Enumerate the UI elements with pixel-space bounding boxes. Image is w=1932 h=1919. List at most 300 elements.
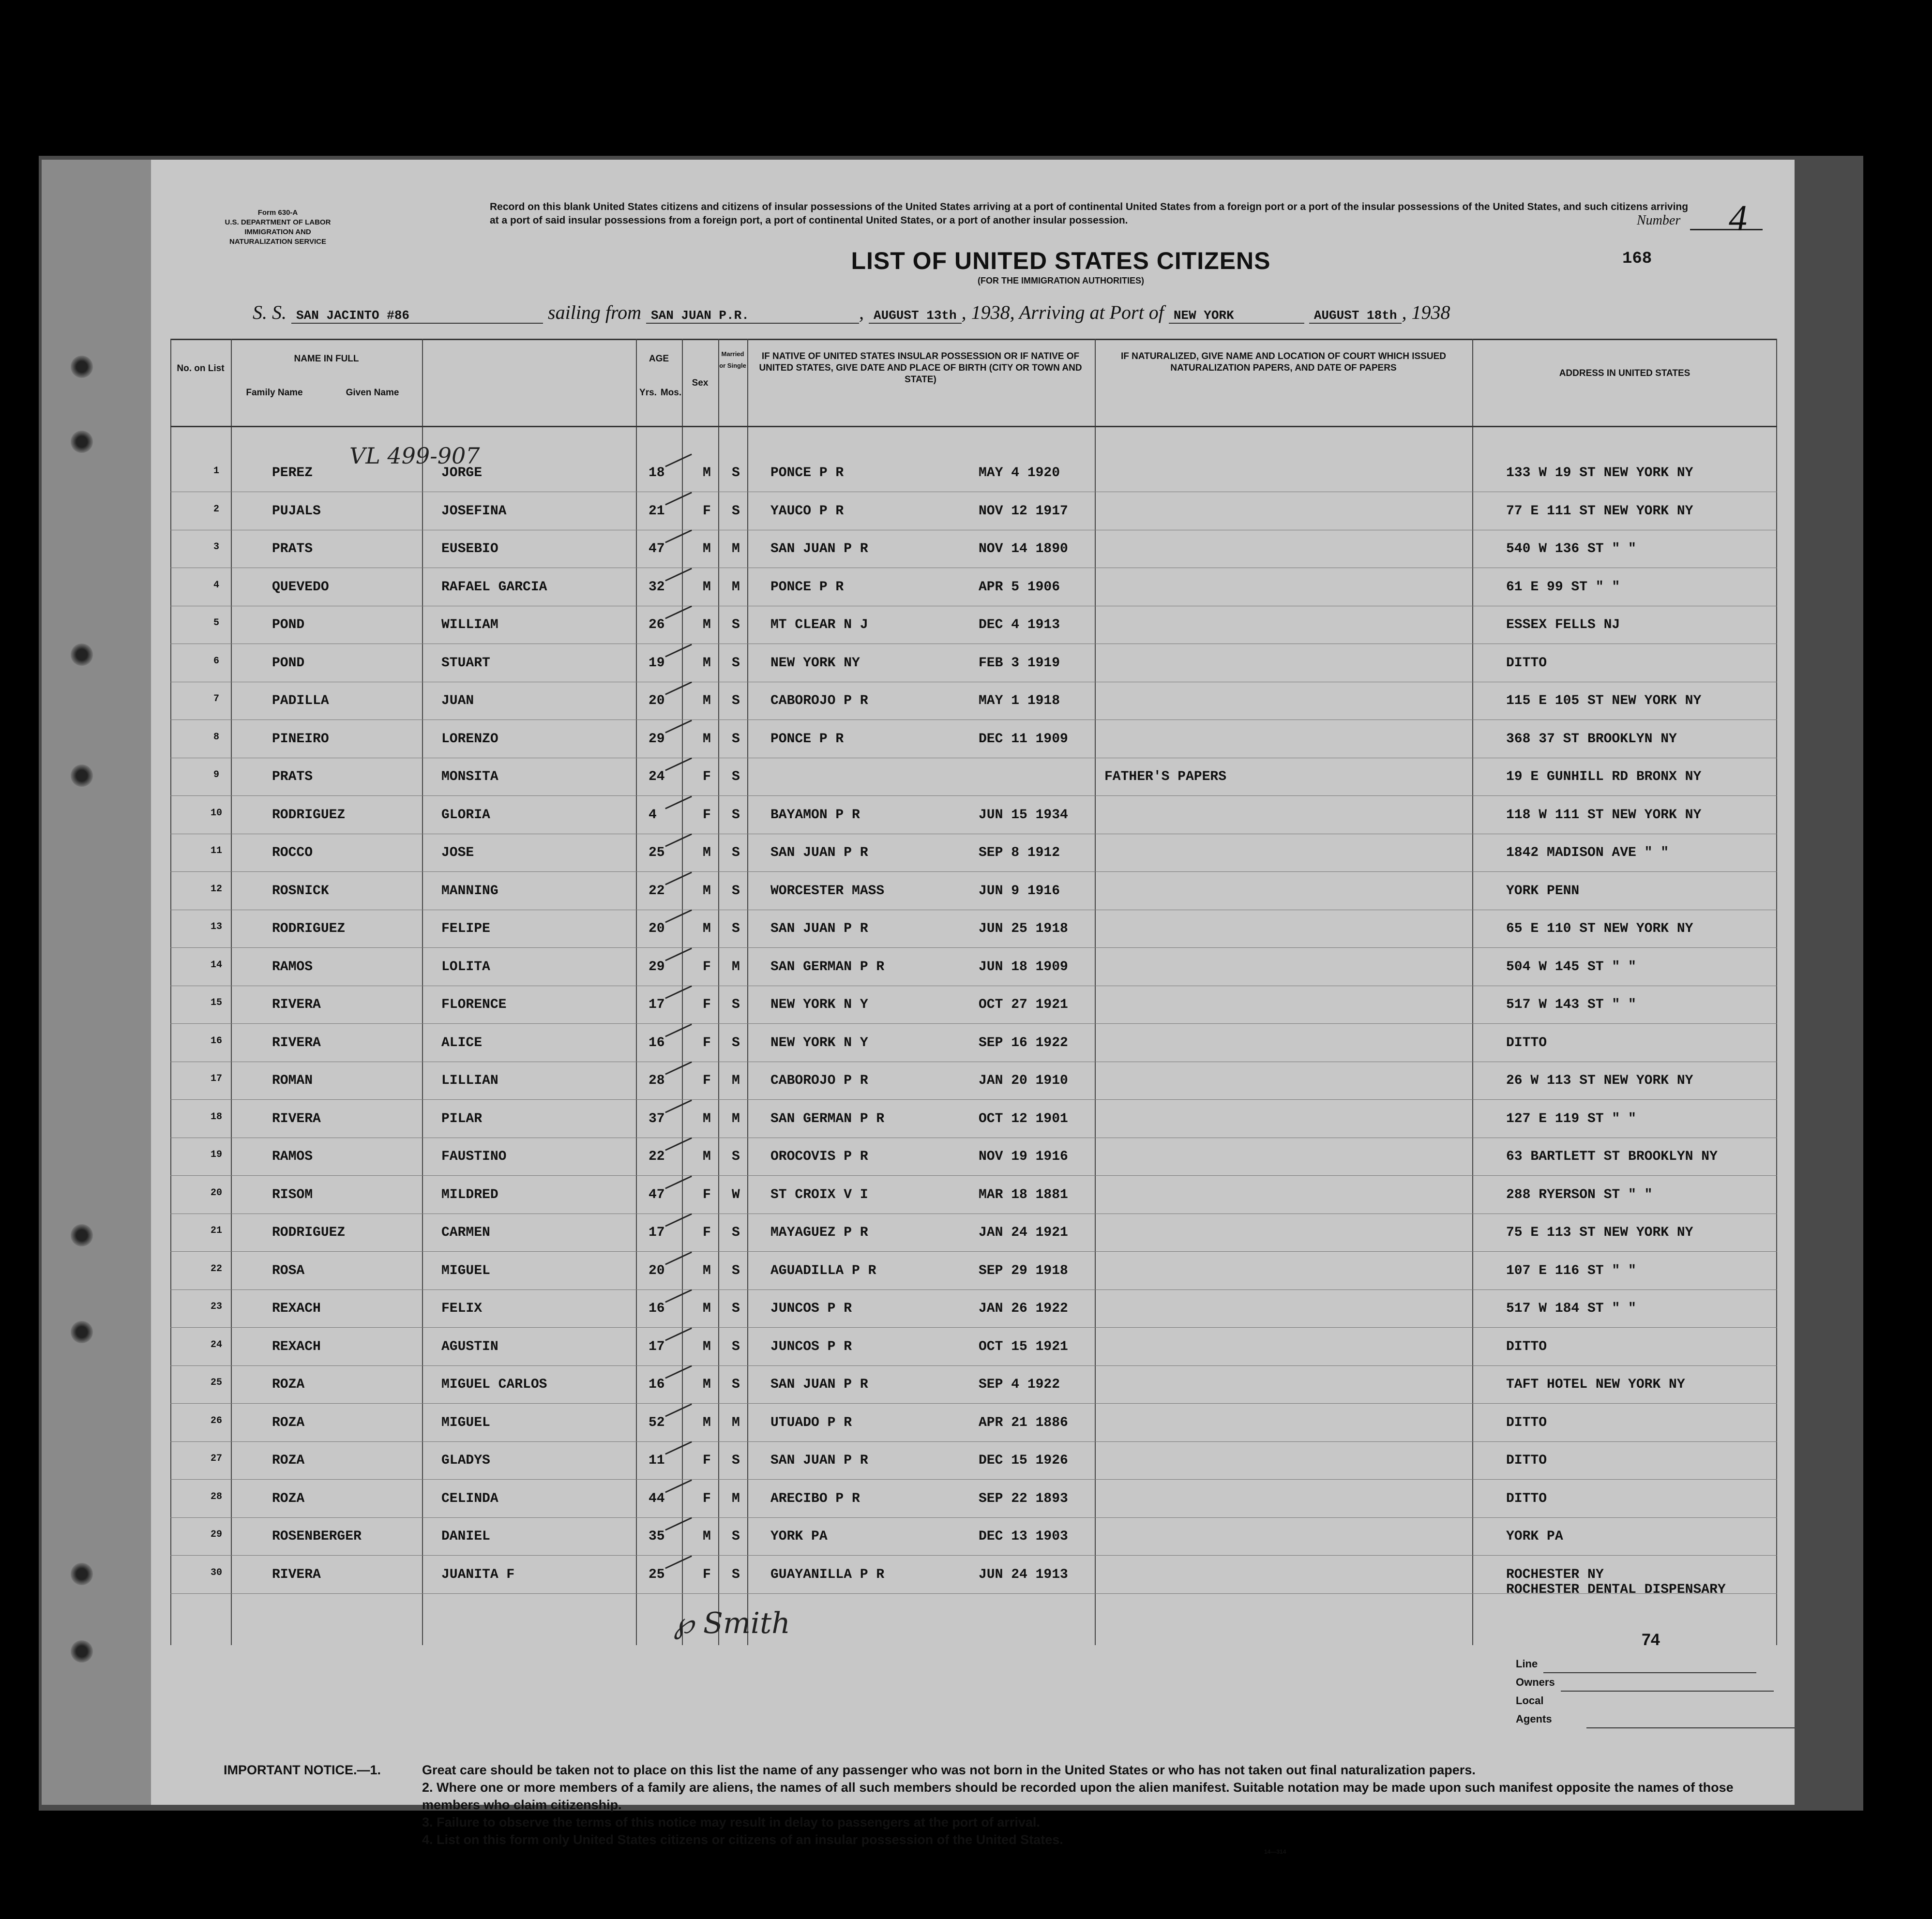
check-mark xyxy=(665,568,692,581)
cell-sex: F xyxy=(703,997,711,1012)
cell-addr: 540 W 136 ST " " xyxy=(1506,541,1636,556)
cell-no: 7 xyxy=(213,693,219,705)
table-rule xyxy=(170,1099,1777,1100)
cell-given: MANNING xyxy=(441,883,498,899)
binding-strip xyxy=(42,160,151,1805)
cell-place: UTUADO P R xyxy=(770,1415,852,1430)
cell-date: APR 5 1906 xyxy=(979,579,1060,595)
notice-item: 2. Where one or more members of a family are aliens, the names of all such members should be recorded upon the alien manifest. Suitable notation may be made upon such manifest opposite the names of those members who claim citizenship. xyxy=(422,1780,1734,1812)
cell-date: SEP 29 1918 xyxy=(979,1263,1068,1278)
table-row xyxy=(170,721,1777,759)
cell-ms: S xyxy=(732,1301,740,1316)
cell-no: 18 xyxy=(210,1111,222,1123)
cell-place: SAN JUAN P R xyxy=(770,845,868,860)
cell-family: ROSENBERGER xyxy=(272,1529,362,1544)
cell-sex: M xyxy=(703,1149,711,1164)
cell-addr: 115 E 105 ST NEW YORK NY xyxy=(1506,693,1702,708)
cell-addr: 288 RYERSON ST " " xyxy=(1506,1187,1653,1202)
cell-addr: TAFT HOTEL NEW YORK NY xyxy=(1506,1377,1685,1392)
cell-given: MONSITA xyxy=(441,769,498,784)
check-mark xyxy=(665,1555,692,1569)
address-continuation: ROCHESTER DENTAL DISPENSARY xyxy=(1506,1582,1726,1597)
cell-ms: S xyxy=(732,731,740,747)
cell-age: 16 xyxy=(649,1377,665,1392)
cell-family: RODRIGUEZ xyxy=(272,921,346,936)
check-mark xyxy=(665,833,692,847)
cell-place: NEW YORK NY xyxy=(770,655,860,671)
cell-addr: 75 E 113 ST NEW YORK NY xyxy=(1506,1225,1693,1240)
cell-date: JAN 20 1910 xyxy=(979,1073,1068,1088)
cell-family: RISOM xyxy=(272,1187,313,1202)
cell-given: JUANITA F xyxy=(441,1567,515,1582)
cell-addr: 61 E 99 ST " " xyxy=(1506,579,1620,595)
cell-family: PEREZ xyxy=(272,465,313,480)
header-name-in-full: NAME IN FULL xyxy=(294,354,359,364)
cell-given: JUAN xyxy=(441,693,474,708)
table-row xyxy=(170,1405,1777,1442)
cell-ms: S xyxy=(732,1339,740,1354)
cell-given: MIGUEL xyxy=(441,1263,490,1278)
cell-given: CELINDA xyxy=(441,1491,498,1506)
cell-place: OROCOVIS P R xyxy=(770,1149,868,1164)
cell-given: DANIEL xyxy=(441,1529,490,1544)
cell-addr: ROCHESTER NY xyxy=(1506,1567,1604,1582)
cell-no: 3 xyxy=(213,541,219,553)
cell-place: PONCE P R xyxy=(770,465,844,480)
header-mos: Mos. xyxy=(660,388,682,398)
cell-ms: S xyxy=(732,807,740,823)
binder-hole xyxy=(71,431,93,453)
check-mark xyxy=(665,453,692,467)
cell-ms: S xyxy=(732,997,740,1012)
cell-ms: M xyxy=(732,1491,740,1506)
table-rule xyxy=(170,1023,1777,1024)
table-row xyxy=(170,1290,1777,1328)
table-rule xyxy=(170,1365,1777,1366)
cell-place: ARECIBO P R xyxy=(770,1491,860,1506)
cell-no: 6 xyxy=(213,655,219,667)
cell-given: EUSEBIO xyxy=(441,541,498,556)
agency-line: IMMIGRATION AND xyxy=(244,228,311,236)
agents-label: Local Agents xyxy=(1516,1694,1552,1725)
check-mark xyxy=(665,1213,692,1227)
cell-sex: F xyxy=(703,1225,711,1240)
page-total: 74 xyxy=(1642,1631,1660,1649)
table-rule xyxy=(170,1517,1777,1518)
header-address: ADDRESS IN UNITED STATES xyxy=(1559,368,1690,378)
cell-ms: M xyxy=(732,579,740,595)
cell-given: JOSEFINA xyxy=(441,503,507,519)
form-id: Form 630-A xyxy=(257,209,298,217)
arrival-date: AUGUST 18th xyxy=(1309,308,1402,324)
cell-date: DEC 15 1926 xyxy=(979,1453,1068,1468)
cell-date: JUN 18 1909 xyxy=(979,959,1068,974)
cell-date: JUN 25 1918 xyxy=(979,921,1068,936)
cell-sex: M xyxy=(703,541,711,556)
cell-no: 26 xyxy=(210,1415,222,1426)
cell-no: 12 xyxy=(210,883,222,895)
table-row xyxy=(170,455,1777,493)
header-naturalized: IF NATURALIZED, GIVE NAME AND LOCATION OF COURT WHICH ISSUED NATURALIZATION PAPERS, AND DATE OF PAPERS xyxy=(1120,351,1446,373)
notice-item: 4. List on this form only United States citizens or citizens of an insular possession of the United States. xyxy=(422,1832,1063,1847)
cell-place: CABOROJO P R xyxy=(770,693,868,708)
cell-age: 19 xyxy=(649,655,665,671)
cell-date: DEC 11 1909 xyxy=(979,731,1068,747)
cell-sex: F xyxy=(703,1035,711,1050)
cell-ms: S xyxy=(732,1377,740,1392)
cell-no: 8 xyxy=(213,731,219,743)
cell-given: LOLITA xyxy=(441,959,490,974)
cell-date: OCT 12 1901 xyxy=(979,1111,1068,1126)
cell-addr: 504 W 145 ST " " xyxy=(1506,959,1636,974)
cell-date: NOV 12 1917 xyxy=(979,503,1068,519)
cell-no: 30 xyxy=(210,1567,222,1578)
sailing-label: sailing from xyxy=(548,301,641,323)
cell-family: POND xyxy=(272,655,305,671)
cell-given: ALICE xyxy=(441,1035,483,1050)
cell-sex: M xyxy=(703,1339,711,1354)
cell-ms: S xyxy=(732,845,740,860)
cell-no: 28 xyxy=(210,1491,222,1502)
table-row xyxy=(170,645,1777,683)
cell-given: FAUSTINO xyxy=(441,1149,507,1164)
cell-no: 14 xyxy=(210,959,222,971)
cell-age: 16 xyxy=(649,1035,665,1050)
table-row xyxy=(170,1253,1777,1290)
cell-age: 26 xyxy=(649,617,665,632)
cell-family: ROZA xyxy=(272,1453,305,1468)
cell-no: 2 xyxy=(213,503,219,515)
cell-place: PONCE P R xyxy=(770,731,844,747)
cell-date: MAY 4 1920 xyxy=(979,465,1060,480)
owners-block xyxy=(1516,1655,1795,1728)
cell-age: 37 xyxy=(649,1111,665,1126)
table-row xyxy=(170,873,1777,911)
cell-ms: S xyxy=(732,1035,740,1050)
cell-age: 16 xyxy=(649,1301,665,1316)
cell-ms: S xyxy=(732,617,740,632)
cell-given: GLORIA xyxy=(441,807,490,823)
cell-addr: 517 W 143 ST " " xyxy=(1506,997,1636,1012)
binder-hole xyxy=(71,1224,93,1246)
cell-age: 52 xyxy=(649,1415,665,1430)
cell-ms: M xyxy=(732,1415,740,1430)
table-row xyxy=(170,835,1777,872)
check-mark xyxy=(665,1517,692,1530)
cell-family: ROCCO xyxy=(272,845,313,860)
cell-family: RIVERA xyxy=(272,997,321,1012)
cell-sex: M xyxy=(703,1301,711,1316)
cell-given: MIGUEL CARLOS xyxy=(441,1377,547,1392)
table-row xyxy=(170,759,1777,796)
manifest-page xyxy=(151,160,1795,1855)
sailing-year: 1938 xyxy=(971,301,1010,323)
table-row xyxy=(170,1442,1777,1480)
cell-ms: M xyxy=(732,1111,740,1126)
cell-ms: S xyxy=(732,465,740,480)
table-row xyxy=(170,1063,1777,1100)
cell-sex: F xyxy=(703,1567,711,1582)
sailing-port: SAN JUAN P.R. xyxy=(646,308,859,324)
cell-no: 20 xyxy=(210,1187,222,1199)
cell-place: BAYAMON P R xyxy=(770,807,860,823)
cell-age: 28 xyxy=(649,1073,665,1088)
cell-sex: M xyxy=(703,731,711,747)
check-mark xyxy=(665,1365,692,1379)
cell-sex: F xyxy=(703,1491,711,1506)
cell-family: RODRIGUEZ xyxy=(272,1225,346,1240)
cell-family: POND xyxy=(272,617,305,632)
cell-addr: 63 BARTLETT ST BROOKLYN NY xyxy=(1506,1149,1718,1164)
check-mark xyxy=(665,1479,692,1493)
cell-age: 17 xyxy=(649,1225,665,1240)
cell-family: PINEIRO xyxy=(272,731,329,747)
cell-date: JAN 24 1921 xyxy=(979,1225,1068,1240)
cell-sex: F xyxy=(703,1187,711,1202)
cell-place: SAN JUAN P R xyxy=(770,541,868,556)
cell-given: CARMEN xyxy=(441,1225,490,1240)
cell-date: APR 21 1886 xyxy=(979,1415,1068,1430)
cell-ms: M xyxy=(732,541,740,556)
cell-place: JUNCOS P R xyxy=(770,1301,852,1316)
cell-ms: S xyxy=(732,1225,740,1240)
check-mark xyxy=(665,1327,692,1341)
cell-place: YAUCO P R xyxy=(770,503,844,519)
table-rule xyxy=(170,1327,1777,1328)
cell-age: 35 xyxy=(649,1529,665,1544)
check-mark xyxy=(665,985,692,999)
cell-family: PRATS xyxy=(272,541,313,556)
cell-ms: S xyxy=(732,1567,740,1582)
cell-no: 13 xyxy=(210,921,222,932)
cell-given: WILLIAM xyxy=(441,617,498,632)
cell-addr: 118 W 111 ST NEW YORK NY xyxy=(1506,807,1702,823)
cell-family: PUJALS xyxy=(272,503,321,519)
cell-date: JUN 9 1916 xyxy=(979,883,1060,899)
cell-age: 22 xyxy=(649,1149,665,1164)
cell-date: FEB 3 1919 xyxy=(979,655,1060,671)
sailing-date: AUGUST 13th xyxy=(869,308,962,324)
number-value: 4 xyxy=(1729,198,1747,239)
cell-no: 10 xyxy=(210,807,222,819)
cell-addr: ESSEX FELLS NJ xyxy=(1506,617,1620,632)
cell-age: 21 xyxy=(649,503,665,519)
binder-hole xyxy=(71,765,93,787)
header-sex: Sex xyxy=(692,378,709,388)
cell-age: 24 xyxy=(649,769,665,784)
cell-ms: S xyxy=(732,693,740,708)
header-given-name: Given Name xyxy=(346,388,399,398)
line-label: Line xyxy=(1516,1658,1538,1670)
document-title: LIST OF UNITED STATES CITIZENS xyxy=(851,247,1271,274)
cell-no: 11 xyxy=(210,845,222,856)
cell-place: GUAYANILLA P R xyxy=(770,1567,885,1582)
header-age: AGE xyxy=(649,354,669,364)
cell-age: 20 xyxy=(649,1263,665,1278)
cell-sex: M xyxy=(703,921,711,936)
owners-label: Owners xyxy=(1516,1676,1555,1688)
cell-family: ROSNICK xyxy=(272,883,329,899)
cell-place: PONCE P R xyxy=(770,579,844,595)
binder-hole xyxy=(71,1640,93,1663)
check-mark xyxy=(665,1289,692,1303)
cell-family: ROSA xyxy=(272,1263,305,1278)
signature: ℘ Smith xyxy=(674,1606,790,1640)
check-mark xyxy=(665,529,692,543)
agency-line: NATURALIZATION SERVICE xyxy=(229,238,326,246)
cell-sex: F xyxy=(703,1453,711,1468)
line-field xyxy=(1543,1655,1756,1673)
cell-nat: FATHER'S PAPERS xyxy=(1104,769,1227,784)
cell-given: FELIPE xyxy=(441,921,490,936)
cell-sex: M xyxy=(703,693,711,708)
cell-family: ROMAN xyxy=(272,1073,313,1088)
cell-sex: M xyxy=(703,1529,711,1544)
cell-no: 25 xyxy=(210,1377,222,1388)
cell-date: SEP 8 1912 xyxy=(979,845,1060,860)
table-rule xyxy=(170,1175,1777,1176)
table-row xyxy=(170,683,1777,720)
cell-ms: S xyxy=(732,1263,740,1278)
table-row xyxy=(170,911,1777,948)
document-subtitle: (FOR THE IMMIGRATION AUTHORITIES) xyxy=(978,276,1144,285)
check-mark xyxy=(665,1023,692,1037)
cell-addr: 26 W 113 ST NEW YORK NY xyxy=(1506,1073,1693,1088)
cell-family: ROZA xyxy=(272,1491,305,1506)
cell-place: WORCESTER MASS xyxy=(770,883,885,899)
cell-age: 20 xyxy=(649,921,665,936)
table-rule xyxy=(170,1403,1777,1404)
cell-place: MAYAGUEZ P R xyxy=(770,1225,868,1240)
cell-addr: DITTO xyxy=(1506,1415,1547,1430)
cell-ms: W xyxy=(732,1187,740,1202)
cell-date: NOV 19 1916 xyxy=(979,1149,1068,1164)
cell-given: STUART xyxy=(441,655,490,671)
cell-sex: M xyxy=(703,1415,711,1430)
cell-ms: S xyxy=(732,769,740,784)
table-row xyxy=(170,607,1777,645)
notice-item: 3. Failure to observe the terms of this notice may result in delay to passengers at the port of arrival. xyxy=(422,1815,1040,1829)
cell-date: NOV 14 1890 xyxy=(979,541,1068,556)
cell-family: RAMOS xyxy=(272,959,313,974)
cell-family: ROZA xyxy=(272,1377,305,1392)
print-code: 14—314 xyxy=(1264,1848,1286,1855)
cell-age: 18 xyxy=(649,465,665,480)
cell-sex: F xyxy=(703,503,711,519)
cell-no: 5 xyxy=(213,617,219,629)
cell-addr: DITTO xyxy=(1506,1453,1547,1468)
cell-place: AGUADILLA P R xyxy=(770,1263,876,1278)
binder-hole xyxy=(71,356,93,378)
ship-name: SAN JACINTO #86 xyxy=(291,308,543,324)
cell-addr: 127 E 119 ST " " xyxy=(1506,1111,1636,1126)
cell-sex: M xyxy=(703,465,711,480)
cell-addr: 368 37 ST BROOKLYN NY xyxy=(1506,731,1677,747)
cell-family: PADILLA xyxy=(272,693,329,708)
table-rule xyxy=(170,339,1777,340)
cell-no: 17 xyxy=(210,1073,222,1084)
table-row xyxy=(170,493,1777,531)
table-rule xyxy=(170,1251,1777,1252)
cell-given: LORENZO xyxy=(441,731,498,747)
table-row xyxy=(170,1366,1777,1404)
cell-date: JAN 26 1922 xyxy=(979,1301,1068,1316)
check-mark xyxy=(665,605,692,619)
table-row xyxy=(170,1214,1777,1252)
cell-sex: M xyxy=(703,1377,711,1392)
cell-given: PILAR xyxy=(441,1111,483,1126)
header-family-name: Family Name xyxy=(246,388,303,398)
cell-addr: DITTO xyxy=(1506,1339,1547,1354)
cell-given: AGUSTIN xyxy=(441,1339,498,1354)
cell-age: 25 xyxy=(649,845,665,860)
agents-field xyxy=(1586,1692,1795,1728)
cell-place: CABOROJO P R xyxy=(770,1073,868,1088)
cell-family: RODRIGUEZ xyxy=(272,807,346,823)
cell-place: YORK PA xyxy=(770,1529,828,1544)
check-mark xyxy=(665,1137,692,1151)
binder-hole xyxy=(71,1321,93,1343)
arrival-year: 1938 xyxy=(1411,301,1450,323)
cell-place: SAN GERMAN P R xyxy=(770,1111,885,1126)
cell-date: MAY 1 1918 xyxy=(979,693,1060,708)
cell-place: NEW YORK N Y xyxy=(770,1035,868,1050)
header-birth: IF NATIVE OF UNITED STATES INSULAR POSSESSION OR IF NATIVE OF UNITED STATES, GIVE DATE AND PLACE OF BIRTH (CITY OR TOWN AND STATE) xyxy=(759,351,1082,385)
cell-date: JUN 24 1913 xyxy=(979,1567,1068,1582)
cell-sex: F xyxy=(703,959,711,974)
number-label: Number xyxy=(1637,213,1681,228)
table-row xyxy=(170,1101,1777,1139)
cell-family: PRATS xyxy=(272,769,313,784)
cell-sex: M xyxy=(703,1111,711,1126)
cell-addr: YORK PA xyxy=(1506,1529,1563,1544)
cell-date: OCT 15 1921 xyxy=(979,1339,1068,1354)
cell-no: 23 xyxy=(210,1301,222,1312)
table-row xyxy=(170,1329,1777,1366)
cell-no: 4 xyxy=(213,579,219,591)
cell-family: RIVERA xyxy=(272,1111,321,1126)
cell-age: 47 xyxy=(649,1187,665,1202)
cell-age: 22 xyxy=(649,883,665,899)
cell-ms: S xyxy=(732,655,740,671)
cell-addr: 133 W 19 ST NEW YORK NY xyxy=(1506,465,1693,480)
cell-date: MAR 18 1881 xyxy=(979,1187,1068,1202)
cell-addr: YORK PENN xyxy=(1506,883,1580,899)
check-mark xyxy=(665,1403,692,1417)
cell-place: SAN GERMAN P R xyxy=(770,959,885,974)
cell-given: MILDRED xyxy=(441,1187,498,1202)
cell-age: 17 xyxy=(649,997,665,1012)
record-notice: Record on this blank United States citizens and citizens of insular possessions of the United States arriving at a port of continental United States from a foreign port or a port of the insular possessions of the United States, and such citizens arriving at a port of said insular possessions from a foreign port, a port of continental United States, or a port of another insular possession. xyxy=(490,201,1689,226)
cell-addr: DITTO xyxy=(1506,655,1547,671)
ship-prefix: S. S. xyxy=(253,301,287,323)
cell-ms: S xyxy=(732,1529,740,1544)
serial-number: 168 xyxy=(1622,250,1652,268)
table-rule xyxy=(170,795,1777,796)
cell-no: 19 xyxy=(210,1149,222,1160)
cell-age: 11 xyxy=(649,1453,665,1468)
cell-sex: M xyxy=(703,883,711,899)
cell-given: FELIX xyxy=(441,1301,483,1316)
cell-sex: M xyxy=(703,845,711,860)
table-rule xyxy=(170,871,1777,872)
cell-family: QUEVEDO xyxy=(272,579,329,595)
cell-age: 4 xyxy=(649,807,657,823)
table-row xyxy=(170,569,1777,607)
cell-date: DEC 4 1913 xyxy=(979,617,1060,632)
header-yrs: Yrs. xyxy=(639,388,657,398)
header-no-on-list: No. on List xyxy=(177,363,225,374)
